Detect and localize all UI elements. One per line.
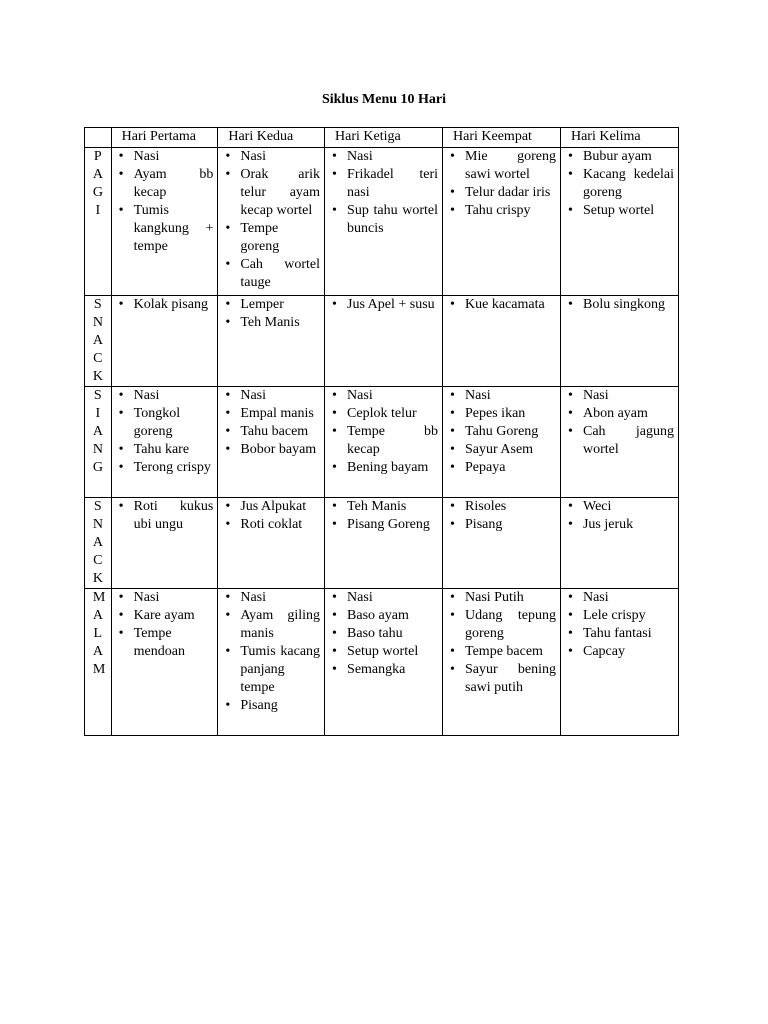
menu-item: • Pisang Goreng (329, 516, 438, 534)
menu-item: • Nasi (116, 387, 214, 405)
menu-item-list (447, 589, 556, 697)
menu-item: • Tongkol goreng (116, 405, 214, 441)
menu-item: • Ceplok telur (329, 405, 438, 423)
menu-item-list (565, 498, 674, 534)
menu-item: • Tempe bacem (447, 643, 556, 661)
day-header: Hari Ketiga (325, 128, 443, 148)
menu-item: • Pepaya (447, 459, 556, 477)
menu-item: • Roti kukus ubi ungu (116, 498, 214, 534)
menu-item-list (329, 589, 438, 679)
menu-item-list (447, 148, 556, 220)
meal-label-cell (85, 387, 112, 498)
menu-item: • Nasi (329, 148, 438, 166)
menu-item: • Bobor bayam (222, 441, 320, 459)
menu-item: • Ayam bb kecap (116, 166, 214, 202)
meal-label: SNACK (92, 499, 103, 586)
meal-label-cell (85, 296, 112, 387)
menu-item: • Nasi (222, 589, 320, 607)
menu-item: • Telur dadar iris (447, 184, 556, 202)
menu-cell (325, 296, 443, 387)
menu-item: • Pepes ikan (447, 405, 556, 423)
menu-cell (111, 296, 218, 387)
menu-table (84, 127, 679, 736)
menu-item: • Jus jeruk (565, 516, 674, 534)
menu-cell (560, 387, 678, 498)
menu-cell (560, 296, 678, 387)
menu-cell (443, 589, 561, 736)
menu-item: • Kue kacamata (447, 296, 556, 314)
menu-item-list (565, 589, 674, 661)
menu-item: • Tempe mendoan (116, 625, 214, 661)
meal-row (85, 387, 679, 498)
menu-item-list (565, 148, 674, 220)
menu-item: • Abon ayam (565, 405, 674, 423)
menu-cell (443, 148, 561, 296)
menu-item-list (565, 296, 674, 314)
menu-item-list (116, 296, 214, 314)
menu-item: • Weci (565, 498, 674, 516)
menu-item: • Orak arik telur ayam kecap wortel (222, 166, 320, 220)
day-header: Hari Kedua (218, 128, 325, 148)
menu-cell (111, 387, 218, 498)
menu-item: • Bubur ayam (565, 148, 674, 166)
menu-cell (218, 296, 325, 387)
meal-row (85, 589, 679, 736)
menu-item: • Roti coklat (222, 516, 320, 534)
menu-item: • Cah jagung wortel (565, 423, 674, 459)
menu-item: • Sup tahu wortel buncis (329, 202, 438, 238)
menu-cell (443, 387, 561, 498)
menu-item: • Tahu crispy (447, 202, 556, 220)
menu-item: • Kare ayam (116, 607, 214, 625)
menu-item: • Nasi (222, 387, 320, 405)
menu-item: • Setup wortel (329, 643, 438, 661)
day-header: Hari Pertama (111, 128, 218, 148)
menu-item-list (447, 498, 556, 534)
menu-item: • Tumis kangkung + tempe (116, 202, 214, 256)
menu-item: • Nasi (329, 387, 438, 405)
menu-item: • Jus Alpukat (222, 498, 320, 516)
menu-cell (560, 148, 678, 296)
menu-item-list (222, 498, 320, 534)
menu-item: • Udang tepung goreng (447, 607, 556, 643)
menu-cell (111, 498, 218, 589)
menu-item-list (222, 589, 320, 715)
menu-item-list (329, 148, 438, 238)
menu-item: • Bolu singkong (565, 296, 674, 314)
menu-item-list (116, 589, 214, 661)
menu-item-list (222, 387, 320, 459)
day-header: Hari Kelima (560, 128, 678, 148)
menu-item: • Kolak pisang (116, 296, 214, 314)
menu-item-list (222, 296, 320, 332)
menu-item: • Tahu Goreng (447, 423, 556, 441)
menu-cell (111, 589, 218, 736)
menu-cell (218, 387, 325, 498)
menu-item: • Tahu fantasi (565, 625, 674, 643)
menu-item: • Semangka (329, 661, 438, 679)
menu-item: • Sayur bening sawi putih (447, 661, 556, 697)
menu-item: • Tempe bb kecap (329, 423, 438, 459)
menu-cell (218, 148, 325, 296)
menu-item: • Empal manis (222, 405, 320, 423)
menu-cell (325, 498, 443, 589)
menu-item: • Nasi (116, 148, 214, 166)
menu-item: • Cah wortel tauge (222, 256, 320, 292)
menu-item: • Teh Manis (222, 314, 320, 332)
menu-item: • Lele crispy (565, 607, 674, 625)
menu-cell (325, 387, 443, 498)
menu-item: • Bening bayam (329, 459, 438, 477)
meal-label: SNACK (92, 297, 103, 384)
meal-label-cell (85, 589, 112, 736)
menu-item: • Sayur Asem (447, 441, 556, 459)
menu-item: • Nasi (116, 589, 214, 607)
menu-item: • Terong crispy (116, 459, 214, 477)
menu-item: • Jus Apel + susu (329, 296, 438, 314)
menu-item: • Pisang (447, 516, 556, 534)
menu-cell (560, 589, 678, 736)
corner-cell (85, 128, 112, 148)
menu-item: • Nasi (329, 589, 438, 607)
menu-item: • Tempe goreng (222, 220, 320, 256)
menu-item-list (116, 498, 214, 534)
menu-cell (443, 296, 561, 387)
menu-item: • Nasi Putih (447, 589, 556, 607)
menu-item-list (222, 148, 320, 292)
menu-item: • Nasi (222, 148, 320, 166)
day-header: Hari Keempat (443, 128, 561, 148)
menu-item-list (565, 387, 674, 459)
menu-cell (111, 148, 218, 296)
menu-item: • Capcay (565, 643, 674, 661)
meal-row (85, 148, 679, 296)
menu-item-list (329, 296, 438, 314)
menu-cell (218, 589, 325, 736)
menu-cell (218, 498, 325, 589)
menu-item: • Pisang (222, 697, 320, 715)
meal-row (85, 498, 679, 589)
menu-item-list (447, 387, 556, 477)
menu-item-list (447, 296, 556, 314)
menu-item-list (329, 498, 438, 534)
menu-item: • Baso ayam (329, 607, 438, 625)
menu-item: • Tahu bacem (222, 423, 320, 441)
menu-item-list (329, 387, 438, 477)
menu-item: • Tumis kacang panjang tempe (222, 643, 320, 697)
menu-item: • Risoles (447, 498, 556, 516)
meal-row (85, 296, 679, 387)
menu-item: • Nasi (565, 387, 674, 405)
menu-item-list (116, 387, 214, 477)
meal-label-cell (85, 148, 112, 296)
menu-item-list (116, 148, 214, 256)
meal-label: PAGI (92, 149, 103, 218)
menu-item: • Setup wortel (565, 202, 674, 220)
menu-cell (443, 498, 561, 589)
menu-item: • Nasi (565, 589, 674, 607)
page-title: Siklus Menu 10 Hari (321, 92, 447, 107)
menu-item: • Ayam giling manis (222, 607, 320, 643)
menu-item: • Teh Manis (329, 498, 438, 516)
menu-item: • Nasi (447, 387, 556, 405)
menu-item: • Kacang kedelai goreng (565, 166, 674, 202)
meal-label: MALAM (92, 590, 106, 677)
menu-item: • Lemper (222, 296, 320, 314)
menu-item: • Baso tahu (329, 625, 438, 643)
menu-item: • Tahu kare (116, 441, 214, 459)
menu-item: • Mie goreng sawi wortel (447, 148, 556, 184)
menu-cell (325, 148, 443, 296)
menu-item: • Frikadel teri nasi (329, 166, 438, 202)
menu-cell (325, 589, 443, 736)
menu-cell (560, 498, 678, 589)
header-row (85, 128, 679, 148)
meal-label-cell (85, 498, 112, 589)
meal-label: SIANG (92, 388, 103, 475)
